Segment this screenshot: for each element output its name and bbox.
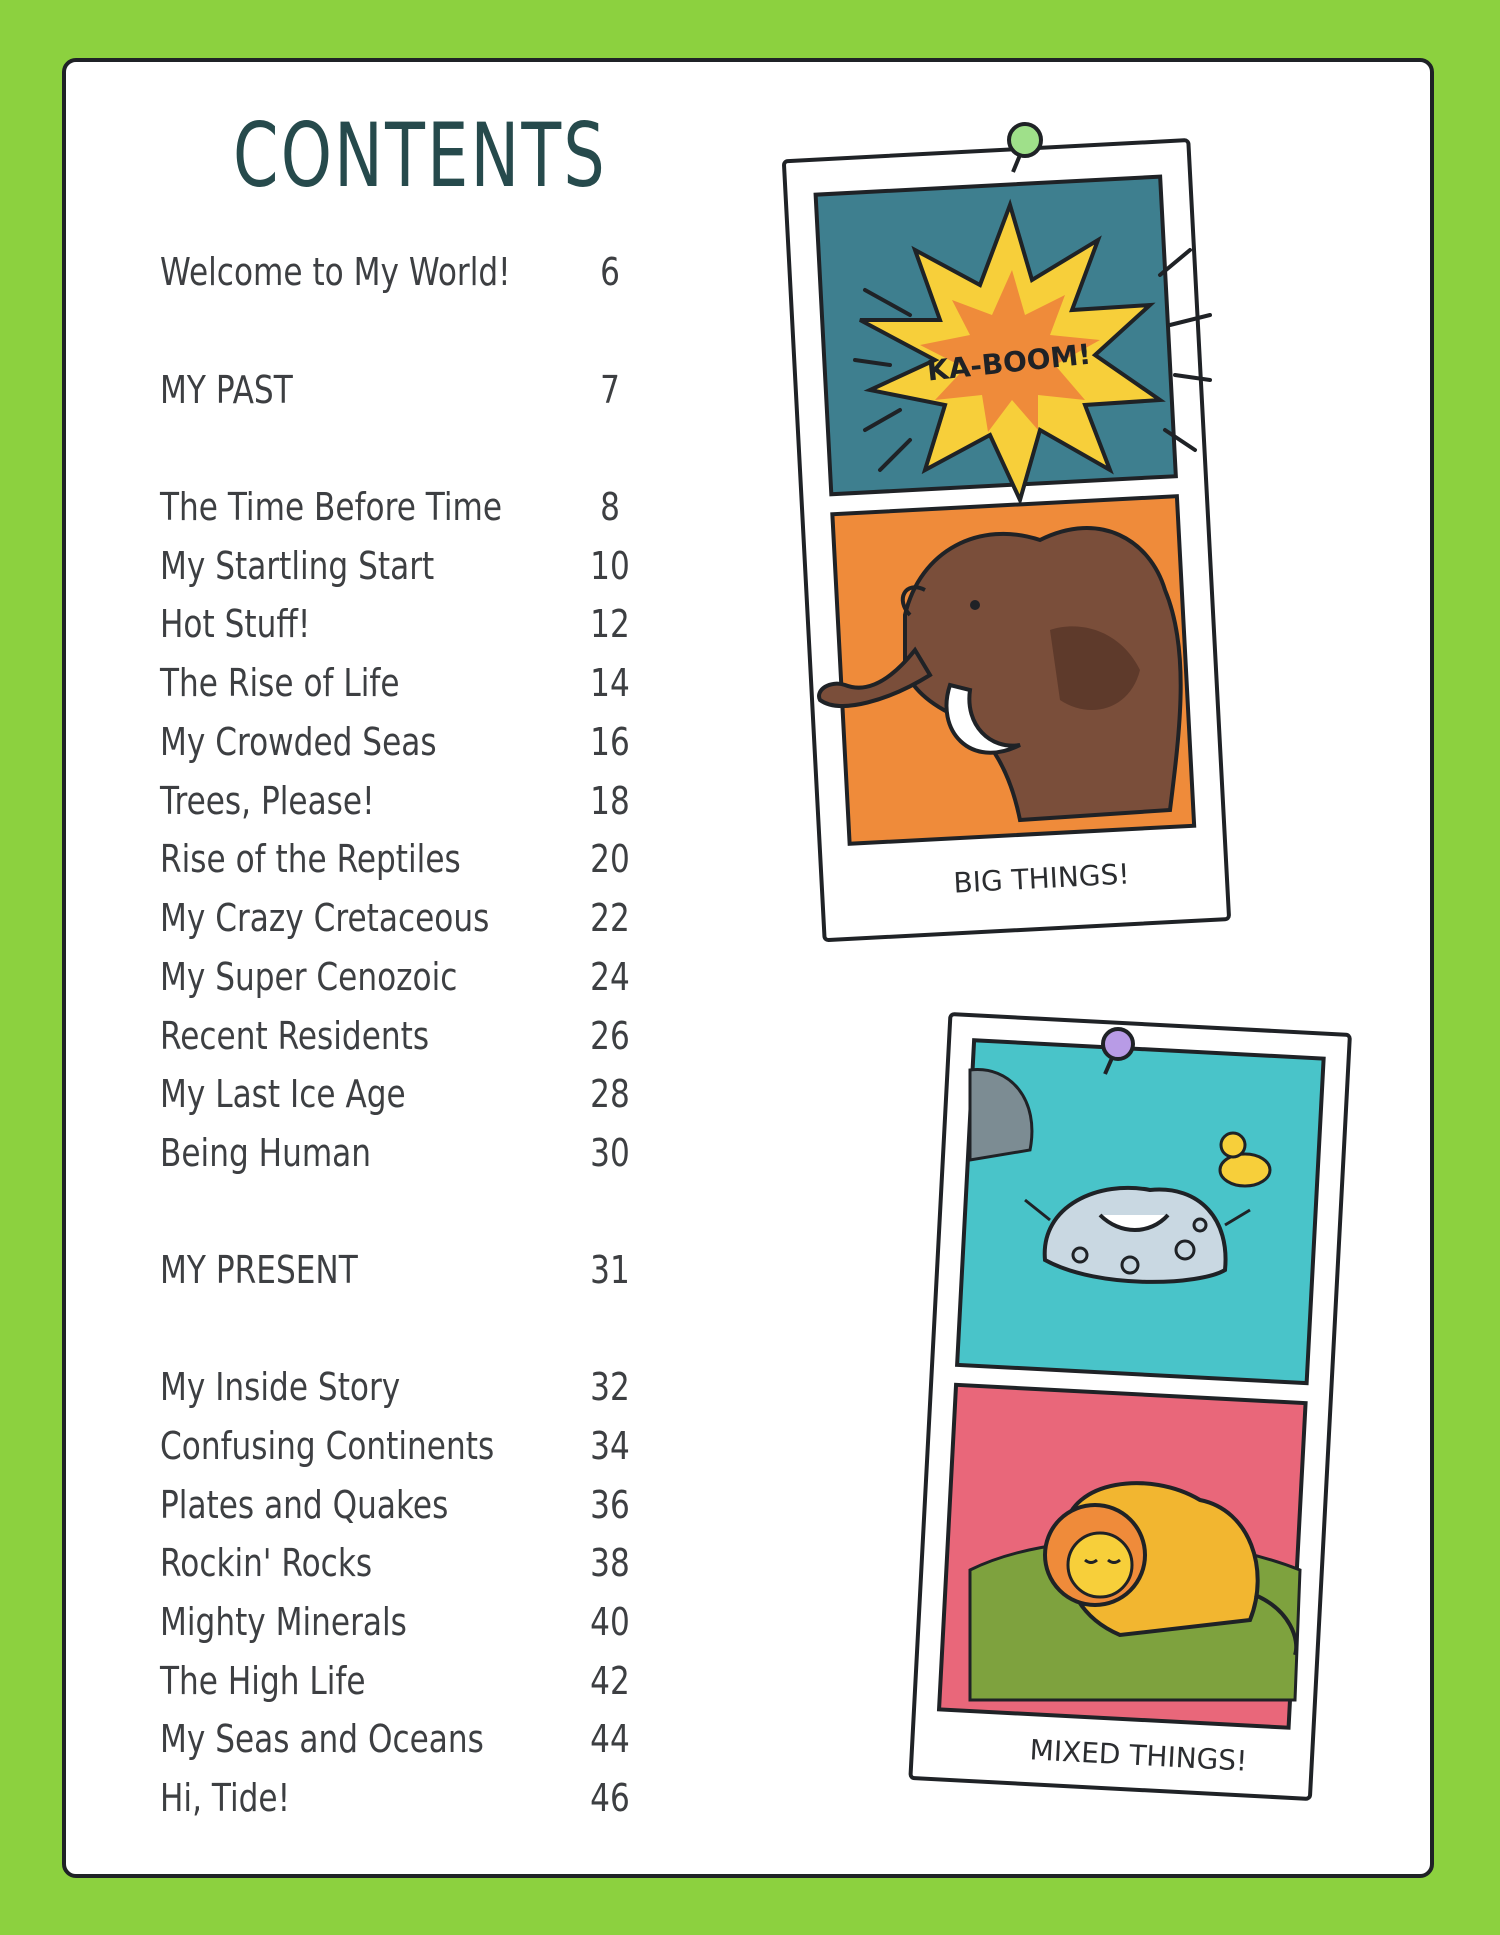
toc-entry[interactable] [160,1014,650,1064]
toc-entry[interactable] [160,250,650,300]
toc-entry-page: 31 [590,1248,630,1292]
toc-entry[interactable] [160,661,650,711]
toc-entry[interactable] [160,602,650,652]
toc-entry[interactable] [160,1483,650,1533]
photo-strip-big-things [720,110,1260,970]
toc-entry[interactable] [160,720,650,770]
toc-entry-page: 16 [590,720,630,764]
toc-entry[interactable] [160,779,650,829]
toc-entry[interactable] [160,896,650,946]
toc-entry-page: 38 [590,1541,630,1585]
toc-entry-page: 10 [590,544,630,588]
toc-entry-page: 26 [590,1014,630,1058]
toc-entry[interactable] [160,485,650,535]
toc-section-heading[interactable] [160,1248,650,1298]
toc-entry-label: My Crazy Cretaceous [160,896,490,940]
toc-section-heading[interactable] [160,368,650,418]
toc-entry[interactable] [160,1776,650,1826]
toc-entry-page: 30 [590,1131,630,1175]
toc-entry[interactable] [160,1717,650,1767]
photo-caption-mixed-things: MIXED THINGS! [1028,1733,1249,1778]
toc-entry-label: Confusing Continents [160,1424,495,1468]
toc-entry-page: 46 [590,1776,630,1820]
toc-entry-page: 44 [590,1717,630,1761]
toc-entry-page: 42 [590,1659,630,1703]
toc-entry-label: Hi, Tide! [160,1776,291,1820]
toc-entry[interactable] [160,837,650,887]
toc-entry-label: MY PAST [160,368,293,412]
toc-entry-label: My Seas and Oceans [160,1717,484,1761]
toc-entry-label: The High Life [160,1659,366,1703]
toc-entry-label: Plates and Quakes [160,1483,449,1527]
toc-entry-label: Being Human [160,1131,372,1175]
toc-entry-page: 14 [590,661,630,705]
toc-entry[interactable] [160,1131,650,1181]
toc-entry-page: 40 [590,1600,630,1644]
toc-entry-page: 36 [590,1483,630,1527]
toc-entry-label: My Last Ice Age [160,1072,406,1116]
toc-entry-page: 8 [600,485,620,529]
toc-entry-label: MY PRESENT [160,1248,358,1292]
toc-entry-page: 12 [590,602,630,646]
explosion-text: KA-BOOM! [925,337,1093,388]
toc-entry-label: Trees, Please! [160,779,375,823]
toc-entry-label: My Crowded Seas [160,720,437,764]
toc-entry[interactable] [160,1072,650,1122]
toc-entry-label: My Super Cenozoic [160,955,458,999]
toc-entry-page: 20 [590,837,630,881]
toc-entry-page: 6 [600,250,620,294]
toc-entry-label: My Inside Story [160,1365,401,1409]
toc-entry-page: 18 [590,779,630,823]
toc-entry[interactable] [160,1365,650,1415]
toc-entry-page: 34 [590,1424,630,1468]
toc-entry-label: The Time Before Time [160,485,503,529]
toc-entry[interactable] [160,955,650,1005]
toc-entry-label: The Rise of Life [160,661,400,705]
toc-entry-label: Rockin' Rocks [160,1541,373,1585]
toc-entry[interactable] [160,1424,650,1474]
toc-entry[interactable] [160,544,650,594]
toc-entry-page: 22 [590,896,630,940]
toc-entry-label: Recent Residents [160,1014,430,1058]
page-title: CONTENTS [233,104,607,207]
toc-entry-page: 28 [590,1072,630,1116]
toc-entry[interactable] [160,1659,650,1709]
toc-entry-page: 24 [590,955,630,999]
toc-entry-page: 32 [590,1365,630,1409]
toc-entry-label: Mighty Minerals [160,1600,407,1644]
toc-entry-label: Rise of the Reptiles [160,837,461,881]
toc-entry[interactable] [160,1541,650,1591]
toc-entry-label: Welcome to My World! [160,250,511,294]
photo-strip-mixed-things [900,1010,1400,1830]
toc-entry[interactable] [160,1600,650,1650]
toc-entry-label: Hot Stuff! [160,602,311,646]
toc-entry-page: 7 [600,368,620,412]
toc-entry-label: My Startling Start [160,544,435,588]
photo-caption-big-things: BIG THINGS! [952,857,1131,900]
